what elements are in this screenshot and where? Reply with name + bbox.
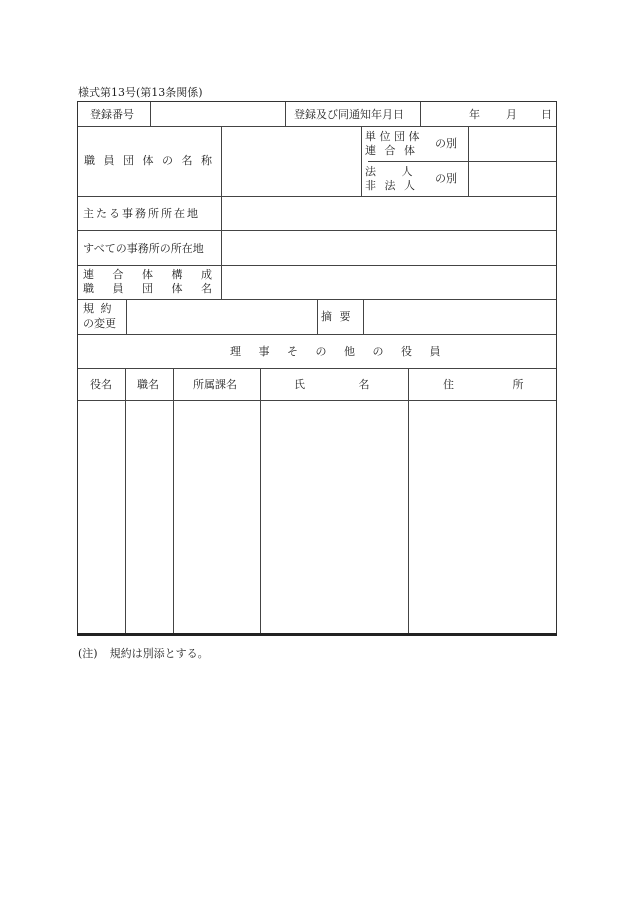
column-divider xyxy=(408,368,409,636)
unit-type-betsu: の別 xyxy=(435,137,457,150)
officers-column-department: 所属課名 xyxy=(193,378,237,391)
date-day-label: 日 xyxy=(541,108,552,121)
corporate-option-1: 法 人 xyxy=(365,165,413,178)
row-divider xyxy=(78,368,556,369)
date-year-label: 年 xyxy=(469,108,480,121)
column-divider xyxy=(221,126,222,196)
row-divider xyxy=(78,126,556,127)
row-divider xyxy=(368,161,556,162)
unit-type-option-2: 連 合 体 xyxy=(365,144,415,157)
column-divider xyxy=(317,299,318,334)
officers-column-position: 職名 xyxy=(137,378,159,391)
date-month-label: 月 xyxy=(506,108,517,121)
registration-date-label: 登録及び同通知年月日 xyxy=(294,108,404,121)
officers-column-name: 氏 名 xyxy=(294,378,370,391)
officers-column-address: 住 所 xyxy=(443,378,524,391)
corporate-option-2: 非 法 人 xyxy=(365,179,415,192)
column-divider xyxy=(363,299,364,334)
registration-form-table xyxy=(77,101,557,635)
all-offices-label: すべての事務所の所在地 xyxy=(83,242,204,255)
column-divider xyxy=(126,299,127,334)
corporate-betsu: の別 xyxy=(435,172,457,185)
footnote xyxy=(78,645,209,661)
column-divider xyxy=(150,102,151,126)
column-divider xyxy=(285,102,286,126)
column-divider xyxy=(361,126,362,196)
main-office-label: 主たる事務所所在地 xyxy=(83,207,200,220)
member-unions-label-line2: 職 員 団 体 名 xyxy=(83,282,212,295)
row-divider xyxy=(78,334,556,335)
unit-type-option-1: 単 位 団 体 xyxy=(365,130,420,143)
summary-label: 摘 要 xyxy=(321,310,351,323)
column-divider xyxy=(420,102,421,126)
column-divider xyxy=(221,196,222,299)
table-bottom-rule xyxy=(77,633,557,636)
bylaws-label-line2: の変更 xyxy=(83,317,116,330)
row-divider xyxy=(78,230,556,231)
officers-section-title: 理 事 そ の 他 の 役 員 xyxy=(230,345,441,358)
member-unions-label-line1: 連 合 体 構 成 xyxy=(83,268,212,281)
form-title: 様式第13号(第13条関係) xyxy=(78,86,203,99)
row-divider xyxy=(78,265,556,266)
officers-column-title: 役名 xyxy=(90,378,112,391)
footnote-text: 規約は別添とする。 xyxy=(109,647,209,660)
column-divider xyxy=(173,368,174,636)
column-divider xyxy=(260,368,261,636)
column-divider xyxy=(468,126,469,196)
column-divider xyxy=(125,368,126,636)
row-divider xyxy=(78,196,556,197)
registration-number-label: 登録番号 xyxy=(90,108,134,121)
row-divider xyxy=(78,400,556,401)
bylaws-label-line1: 規 約 xyxy=(83,302,112,315)
footnote-marker: (注) xyxy=(78,647,98,660)
union-name-label: 職 員 団 体 の 名 称 xyxy=(84,154,212,167)
